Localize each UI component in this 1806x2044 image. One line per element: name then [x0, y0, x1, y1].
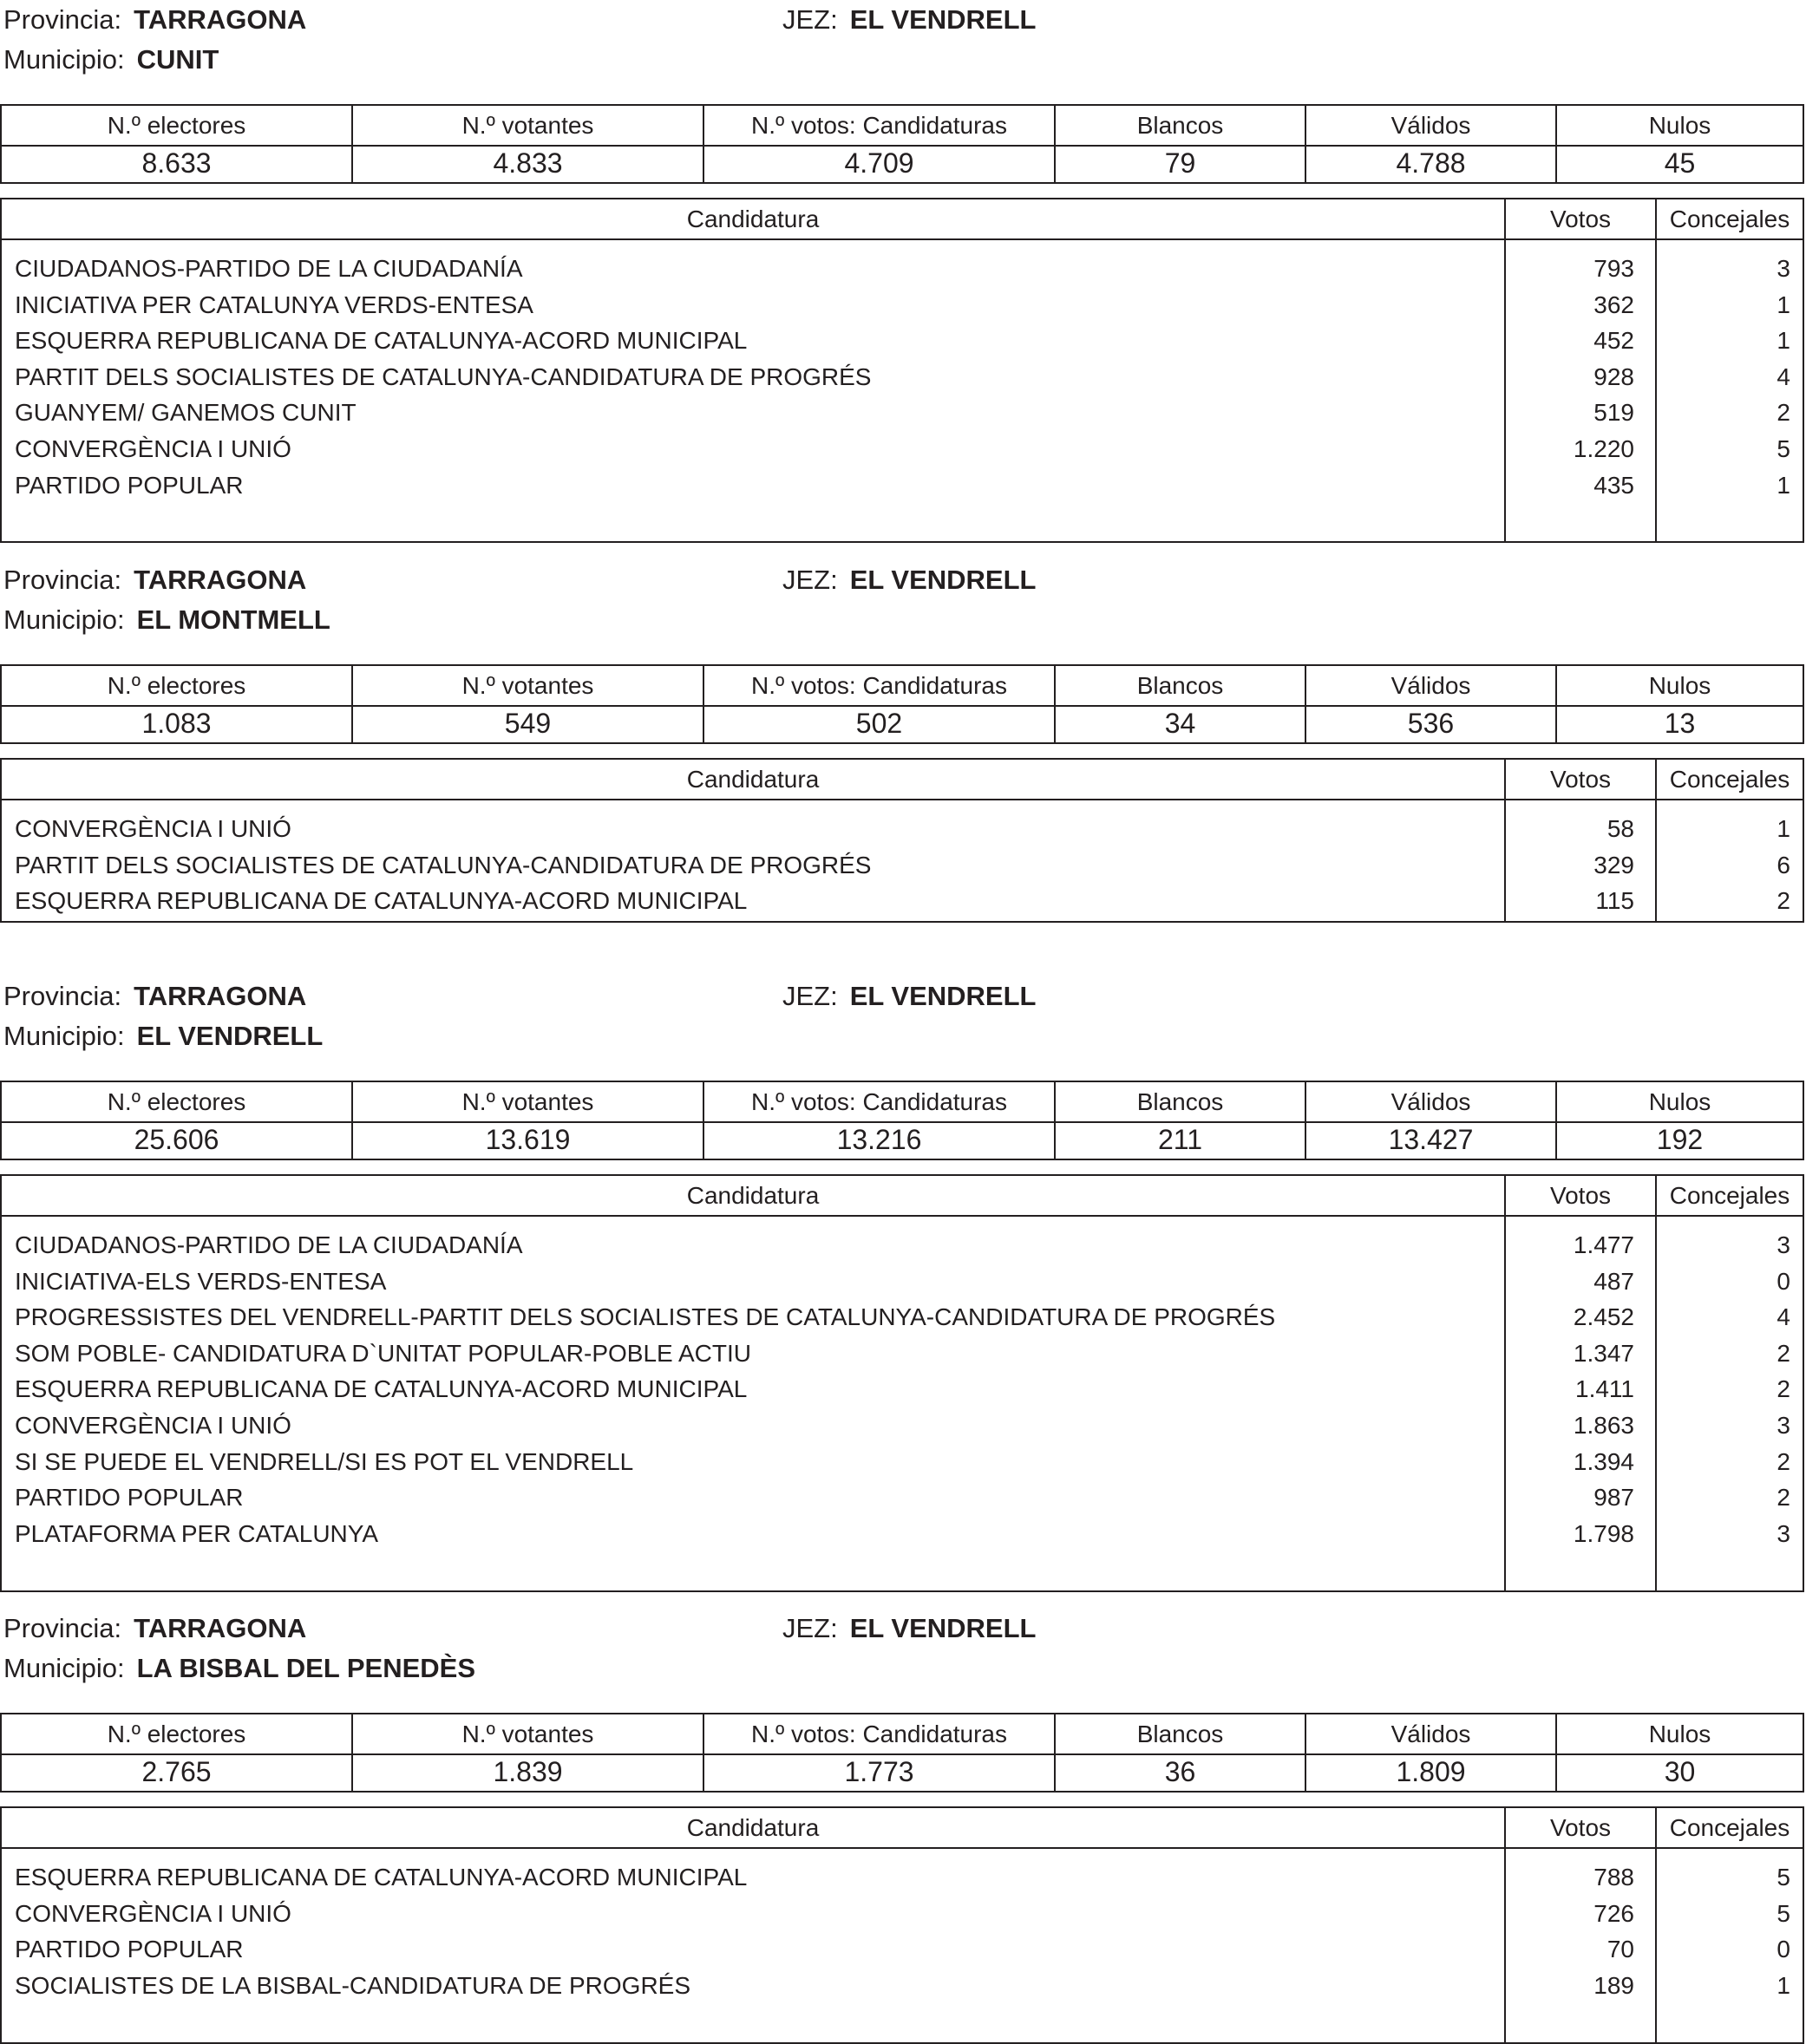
header-candidatura: Candidatura [2, 199, 1506, 238]
candidature-votos: 115 [1595, 887, 1634, 915]
summary-value-row [2, 1121, 1803, 1159]
summary-header-cell: N.º votantes [353, 106, 704, 145]
summary-header-cell: N.º votantes [353, 666, 704, 705]
summary-header-cell: N.º electores [2, 1714, 353, 1753]
summary-value-cell: 1.809 [1306, 1753, 1557, 1791]
summary-value-cell: 13.427 [1306, 1121, 1557, 1159]
summary-value-cell: 549 [353, 705, 704, 742]
candidature-votos: 329 [1593, 851, 1634, 878]
municipio-label: Municipio: [3, 1653, 125, 1683]
header-candidatura: Candidatura [2, 1808, 1506, 1847]
jez-label: JEZ: [782, 565, 838, 595]
summary-value-cell: 45 [1664, 147, 1696, 179]
candidature-body [2, 240, 1803, 541]
header-concejales: Concejales [1669, 1182, 1790, 1209]
candidature-concejales: 5 [1777, 1864, 1790, 1891]
provincia-value: TARRAGONA [134, 981, 307, 1011]
provincia-label: Provincia: [3, 981, 122, 1011]
candidature-header-row [2, 199, 1803, 240]
summary-header-cell: N.º electores [2, 106, 353, 145]
candidature-votos: 519 [1593, 399, 1634, 427]
header-candidatura: Candidatura [2, 1176, 1506, 1215]
summary-header-cell: Nulos [1648, 112, 1711, 139]
municipio-value: LA BISBAL DEL PENEDÈS [136, 1653, 475, 1683]
candidature-votos: 70 [1606, 1936, 1634, 1963]
candidature-name: PARTIDO POPULAR [15, 471, 244, 499]
candidature-name: CIUDADANOS-PARTIDO DE LA CIUDADANÍA [15, 255, 523, 282]
summary-value-cell: 34 [1056, 705, 1306, 742]
jez-line [782, 976, 1036, 1016]
candidature-body [2, 800, 1803, 921]
candidature-name: SI SE PUEDE EL VENDRELL/SI ES POT EL VENDRELL [15, 1447, 634, 1475]
summary-header-row [2, 666, 1803, 707]
candidature-concejales: 0 [1777, 1936, 1790, 1963]
summary-table [0, 1713, 1804, 1793]
candidature-name: PARTIDO POPULAR [15, 1936, 244, 1963]
candidature-name: PARTIT DELS SOCIALISTES DE CATALUNYA-CANDIDATURA DE PROGRÉS [15, 851, 872, 878]
candidature-name: SOM POBLE- CANDIDATURA D`UNITAT POPULAR-POBLE ACTIU [15, 1339, 751, 1367]
candidature-name: INICIATIVA PER CATALUNYA VERDS-ENTESA [15, 291, 533, 318]
header-concejales: Concejales [1669, 1814, 1790, 1841]
candidature-concejales: 3 [1777, 1519, 1790, 1547]
votos-column [1506, 800, 1657, 921]
jez-value: EL VENDRELL [849, 565, 1037, 595]
candidature-votos: 2.452 [1573, 1303, 1634, 1331]
candidature-votos: 58 [1606, 815, 1634, 842]
municipio-value: EL MONTMELL [136, 604, 330, 635]
candidature-votos: 452 [1593, 327, 1634, 355]
candidature-name: INICIATIVA-ELS VERDS-ENTESA [15, 1267, 387, 1295]
summary-value-cell: 30 [1664, 1756, 1696, 1787]
candidature-concejales: 1 [1777, 327, 1790, 355]
header-votos: Votos [1506, 1176, 1657, 1215]
candidature-name: CONVERGÈNCIA I UNIÓ [15, 1899, 291, 1927]
candidature-votos: 1.347 [1573, 1339, 1634, 1367]
candidature-table [0, 758, 1804, 923]
concejales-column [1657, 1849, 1803, 2042]
candidature-name: PLATAFORMA PER CATALUNYA [15, 1519, 379, 1547]
candidature-votos: 1.394 [1573, 1447, 1634, 1475]
municipio-value: EL VENDRELL [136, 1021, 324, 1051]
candidature-name: PROGRESSISTES DEL VENDRELL-PARTIT DELS SOCIALISTES DE CATALUNYA-CANDIDATURA DE PROGRÉS [15, 1303, 1276, 1331]
candidature-votos: 726 [1593, 1899, 1634, 1927]
summary-header-cell: N.º votos: Candidaturas [704, 106, 1056, 145]
candidature-votos: 435 [1593, 471, 1634, 499]
jez-label: JEZ: [782, 981, 838, 1011]
candidature-votos: 1.477 [1573, 1231, 1634, 1258]
votos-column [1506, 1849, 1657, 2042]
municipio-line [3, 600, 330, 640]
provincia-line [3, 976, 306, 1016]
summary-value-cell: 25.606 [2, 1121, 353, 1159]
candidature-name-column [2, 1217, 1506, 1590]
concejales-column [1657, 240, 1803, 541]
candidature-concejales: 0 [1777, 1267, 1790, 1295]
candidature-name: ESQUERRA REPUBLICANA DE CATALUNYA-ACORD MUNICIPAL [15, 327, 748, 355]
concejales-column [1657, 800, 1803, 921]
candidature-votos: 1.798 [1573, 1519, 1634, 1547]
candidature-name: GUANYEM/ GANEMOS CUNIT [15, 399, 357, 427]
summary-value-row [2, 145, 1803, 182]
header-votos: Votos [1506, 199, 1657, 238]
summary-value-cell: 8.633 [2, 145, 353, 182]
summary-header-cell: N.º electores [2, 1082, 353, 1121]
candidature-votos: 487 [1593, 1267, 1634, 1295]
candidature-body [2, 1217, 1803, 1590]
candidature-votos: 1.411 [1575, 1375, 1634, 1403]
provincia-label: Provincia: [3, 1613, 122, 1643]
candidature-votos: 793 [1593, 255, 1634, 282]
votos-column [1506, 240, 1657, 541]
summary-value-cell: 13 [1664, 708, 1696, 739]
candidature-concejales: 2 [1777, 887, 1790, 915]
provincia-line [3, 560, 306, 600]
jez-line [782, 560, 1036, 600]
summary-value-cell: 1.773 [704, 1753, 1056, 1791]
candidature-name-column [2, 240, 1506, 541]
jez-value: EL VENDRELL [849, 4, 1037, 35]
provincia-label: Provincia: [3, 4, 122, 35]
summary-header-cell: Nulos [1648, 1721, 1711, 1747]
summary-header-cell: Válidos [1306, 1082, 1557, 1121]
candidature-concejales: 1 [1777, 291, 1790, 318]
candidature-header-row [2, 1808, 1803, 1849]
summary-header-row [2, 1082, 1803, 1123]
candidature-votos: 362 [1593, 291, 1634, 318]
candidature-header-row [2, 760, 1803, 800]
jez-label: JEZ: [782, 1613, 838, 1643]
candidature-name: ESQUERRA REPUBLICANA DE CATALUNYA-ACORD MUNICIPAL [15, 1864, 748, 1891]
candidature-name: SOCIALISTES DE LA BISBAL-CANDIDATURA DE PROGRÉS [15, 1971, 691, 1999]
header-candidatura: Candidatura [2, 760, 1506, 799]
candidature-name: CONVERGÈNCIA I UNIÓ [15, 1411, 291, 1439]
summary-value-cell: 192 [1656, 1124, 1704, 1155]
summary-value-row [2, 1753, 1803, 1791]
candidature-votos: 987 [1593, 1484, 1634, 1512]
summary-value-cell: 4.788 [1306, 145, 1557, 182]
jez-line [782, 0, 1036, 40]
candidature-concejales: 4 [1777, 362, 1790, 390]
municipio-label: Municipio: [3, 604, 125, 635]
candidature-concejales: 2 [1777, 399, 1790, 427]
provincia-line [3, 0, 306, 40]
summary-value-cell: 1.083 [2, 705, 353, 742]
candidature-name-column [2, 800, 1506, 921]
candidature-name: PARTIT DELS SOCIALISTES DE CATALUNYA-CANDIDATURA DE PROGRÉS [15, 362, 872, 390]
votos-column [1506, 1217, 1657, 1590]
candidature-name: CONVERGÈNCIA I UNIÓ [15, 434, 291, 462]
candidature-name: PARTIDO POPULAR [15, 1484, 244, 1512]
candidature-concejales: 6 [1777, 851, 1790, 878]
jez-value: EL VENDRELL [849, 981, 1037, 1011]
summary-header-cell: N.º votantes [353, 1714, 704, 1753]
summary-value-cell: 79 [1056, 145, 1306, 182]
summary-header-cell: Blancos [1056, 1714, 1306, 1753]
summary-value-cell: 1.839 [353, 1753, 704, 1791]
candidature-concejales: 2 [1777, 1375, 1790, 1403]
summary-header-cell: Blancos [1056, 1082, 1306, 1121]
summary-value-cell: 536 [1306, 705, 1557, 742]
provincia-value: TARRAGONA [134, 1613, 307, 1643]
candidature-name: CIUDADANOS-PARTIDO DE LA CIUDADANÍA [15, 1231, 523, 1258]
candidature-concejales: 3 [1777, 1411, 1790, 1439]
summary-header-cell: N.º votantes [353, 1082, 704, 1121]
jez-value: EL VENDRELL [849, 1613, 1037, 1643]
summary-header-cell: N.º votos: Candidaturas [704, 1714, 1056, 1753]
provincia-value: TARRAGONA [134, 565, 307, 595]
jez-label: JEZ: [782, 4, 838, 35]
candidature-concejales: 2 [1777, 1484, 1790, 1512]
candidature-header-row [2, 1176, 1803, 1217]
municipio-line [3, 1016, 323, 1056]
candidature-concejales: 5 [1777, 1899, 1790, 1927]
candidature-table [0, 1806, 1804, 2044]
summary-value-cell: 4.833 [353, 145, 704, 182]
summary-header-cell: Válidos [1306, 106, 1557, 145]
municipio-label: Municipio: [3, 1021, 125, 1051]
municipio-value: CUNIT [136, 44, 219, 75]
summary-header-cell: N.º votos: Candidaturas [704, 1082, 1056, 1121]
provincia-value: TARRAGONA [134, 4, 307, 35]
candidature-name-column [2, 1849, 1506, 2042]
summary-value-cell: 2.765 [2, 1753, 353, 1791]
summary-value-cell: 13.619 [353, 1121, 704, 1159]
candidature-name: CONVERGÈNCIA I UNIÓ [15, 815, 291, 842]
municipio-line [3, 1649, 475, 1688]
jez-line [782, 1609, 1036, 1649]
header-votos: Votos [1506, 760, 1657, 799]
candidature-table [0, 1174, 1804, 1592]
summary-header-cell: Blancos [1056, 106, 1306, 145]
summary-table [0, 664, 1804, 744]
candidature-votos: 1.863 [1573, 1411, 1634, 1439]
summary-value-cell: 211 [1056, 1121, 1306, 1159]
candidature-votos: 788 [1593, 1864, 1634, 1891]
summary-header-cell: Nulos [1648, 1088, 1711, 1115]
summary-value-cell: 13.216 [704, 1121, 1056, 1159]
candidature-concejales: 4 [1777, 1303, 1790, 1331]
municipio-line [3, 40, 219, 80]
candidature-name: ESQUERRA REPUBLICANA DE CATALUNYA-ACORD MUNICIPAL [15, 1375, 748, 1403]
candidature-body [2, 1849, 1803, 2042]
candidature-votos: 1.220 [1573, 434, 1634, 462]
candidature-concejales: 3 [1777, 1231, 1790, 1258]
candidature-table [0, 198, 1804, 543]
concejales-column [1657, 1217, 1803, 1590]
summary-header-cell: Blancos [1056, 666, 1306, 705]
summary-value-cell: 36 [1056, 1753, 1306, 1791]
candidature-votos: 189 [1593, 1971, 1634, 1999]
summary-header-cell: Válidos [1306, 666, 1557, 705]
candidature-concejales: 1 [1777, 1971, 1790, 1999]
header-concejales: Concejales [1669, 206, 1790, 232]
summary-header-row [2, 1714, 1803, 1755]
summary-table [0, 1081, 1804, 1160]
summary-header-cell: N.º votos: Candidaturas [704, 666, 1056, 705]
candidature-concejales: 1 [1777, 815, 1790, 842]
summary-value-cell: 4.709 [704, 145, 1056, 182]
summary-value-cell: 502 [704, 705, 1056, 742]
provincia-label: Provincia: [3, 565, 122, 595]
candidature-concejales: 3 [1777, 255, 1790, 282]
summary-header-cell: Válidos [1306, 1714, 1557, 1753]
provincia-line [3, 1609, 306, 1649]
candidature-concejales: 1 [1777, 471, 1790, 499]
candidature-name: ESQUERRA REPUBLICANA DE CATALUNYA-ACORD MUNICIPAL [15, 887, 748, 915]
candidature-votos: 928 [1593, 362, 1634, 390]
summary-header-cell: Nulos [1648, 672, 1711, 699]
header-votos: Votos [1506, 1808, 1657, 1847]
header-concejales: Concejales [1669, 766, 1790, 793]
candidature-concejales: 2 [1777, 1339, 1790, 1367]
summary-header-cell: N.º electores [2, 666, 353, 705]
municipio-label: Municipio: [3, 44, 125, 75]
candidature-concejales: 2 [1777, 1447, 1790, 1475]
summary-header-row [2, 106, 1803, 147]
summary-table [0, 104, 1804, 184]
summary-value-row [2, 705, 1803, 742]
candidature-concejales: 5 [1777, 434, 1790, 462]
